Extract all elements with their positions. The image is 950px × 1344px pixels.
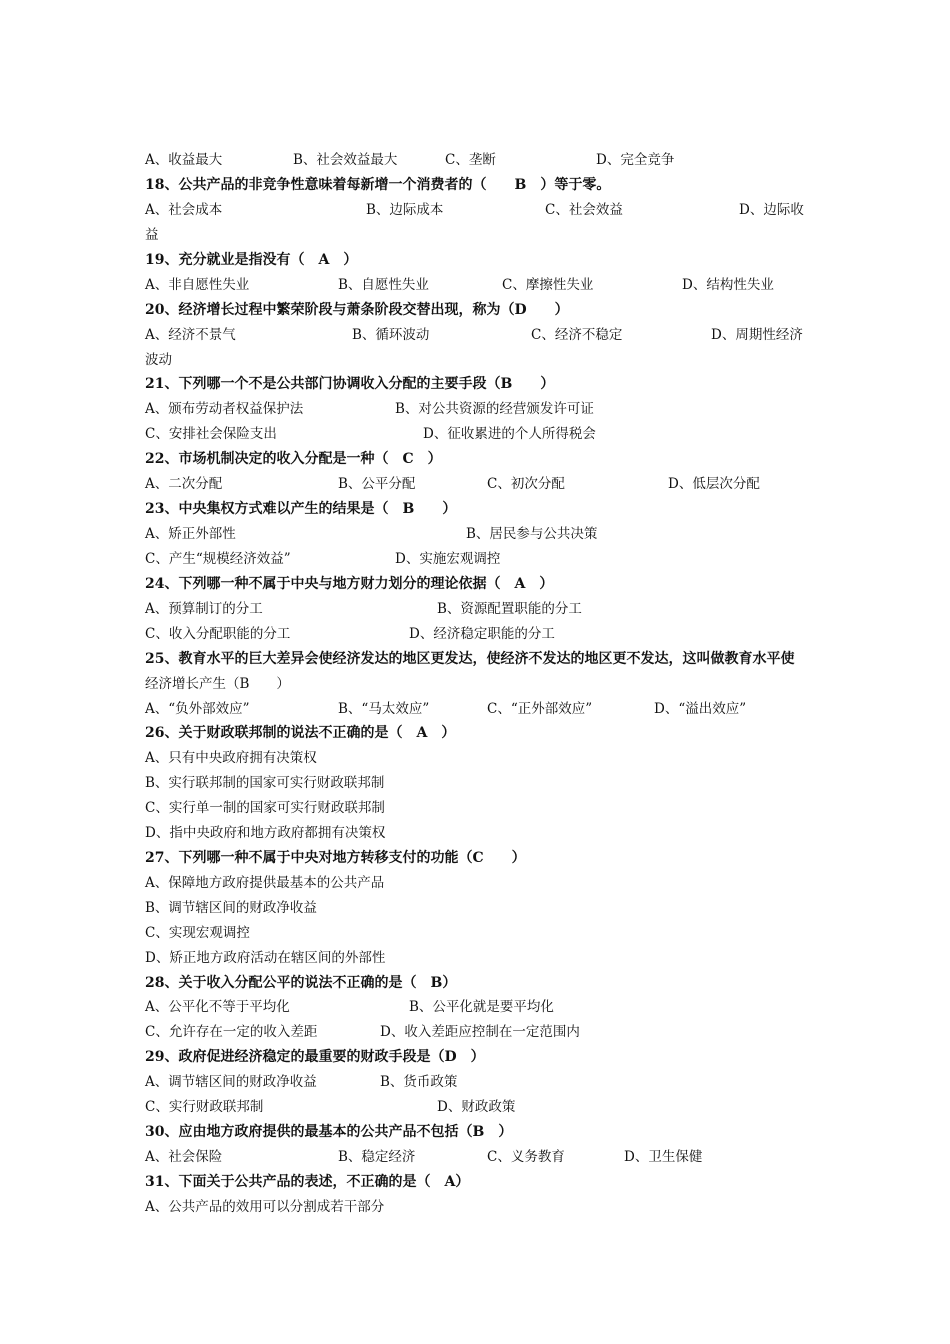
option-line [0, 622, 950, 647]
option-text: C、经济不稳定 [531, 327, 623, 343]
option-text: D、低层次分配 [668, 476, 760, 492]
option-text: C、垄断 [445, 152, 496, 168]
option-line [0, 1070, 950, 1095]
option-text: B、实行联邦制的国家可实行财政联邦制 [145, 775, 385, 791]
option-text: B、循环波动 [352, 327, 430, 343]
option-text: A、颁布劳动者权益保护法 [145, 401, 304, 417]
option-text: D、收入差距应控制在一定范围内 [380, 1024, 580, 1040]
option-text: A、收益最大 [145, 152, 223, 168]
option-text: A、调节辖区间的财政净收益 [145, 1074, 317, 1090]
question-line [0, 173, 950, 198]
question-line [0, 1120, 950, 1145]
option-text: B、稳定经济 [338, 1149, 416, 1165]
question-line [0, 447, 950, 472]
option-text: B、居民参与公共决策 [466, 526, 598, 542]
option-line [0, 946, 950, 971]
question-text: 22、市场机制决定的收入分配是一种（ C ） [145, 451, 442, 467]
option-text: 益 [145, 227, 159, 243]
option-text: C、“正外部效应” [487, 701, 593, 717]
question-text: 27、下列哪一种不属于中央对地方转移支付的功能（C ） [145, 850, 526, 866]
option-text: D、矫正地方政府活动在辖区间的外部性 [145, 950, 386, 966]
option-text: C、社会效益 [545, 202, 623, 218]
option-line [0, 1195, 950, 1220]
option-line [0, 348, 950, 373]
option-line [0, 796, 950, 821]
option-text: C、产生“规模经济效益” [145, 551, 291, 567]
option-text: D、周期性经济 [711, 327, 803, 343]
option-line [0, 921, 950, 946]
option-text: B、对公共资源的经营颁发许可证 [395, 401, 594, 417]
option-text: A、非自愿性失业 [145, 277, 250, 293]
option-text: A、公平化不等于平均化 [145, 999, 290, 1015]
option-text: 经济增长产生（B ） [145, 676, 290, 692]
option-text: C、实现宏观调控 [145, 925, 250, 941]
question-text: 21、下列哪一个不是公共部门协调收入分配的主要手段（B ） [145, 376, 555, 392]
option-text: B、自愿性失业 [338, 277, 429, 293]
option-line [0, 771, 950, 796]
option-line [0, 522, 950, 547]
option-line [0, 547, 950, 572]
option-text: C、实行财政联邦制 [145, 1099, 264, 1115]
option-line [0, 995, 950, 1020]
option-line [0, 597, 950, 622]
option-text: C、安排社会保险支出 [145, 426, 277, 442]
question-text: 24、下列哪一种不属于中央与地方财力划分的理论依据（ A ） [145, 576, 554, 592]
question-line [0, 647, 950, 672]
option-text: D、财政政策 [437, 1099, 516, 1115]
option-line [0, 697, 950, 722]
question-text: 29、政府促进经济稳定的最重要的财政手段是（D ） [145, 1049, 485, 1065]
option-text: D、边际收 [739, 202, 804, 218]
question-text: 28、关于收入分配公平的说法不正确的是（ B） [145, 975, 457, 991]
option-text: A、公共产品的效用可以分割成若干部分 [145, 1199, 385, 1215]
option-text: A、社会保险 [145, 1149, 223, 1165]
option-text: D、结构性失业 [682, 277, 774, 293]
option-text: B、边际成本 [366, 202, 444, 218]
option-line [0, 223, 950, 248]
option-text: A、二次分配 [145, 476, 223, 492]
option-line [0, 1095, 950, 1120]
option-line [0, 422, 950, 447]
option-text: C、允许存在一定的收入差距 [145, 1024, 318, 1040]
option-text: C、收入分配职能的分工 [145, 626, 291, 642]
option-text: B、公平分配 [338, 476, 416, 492]
option-line [0, 273, 950, 298]
question-text: 20、经济增长过程中繁荣阶段与萧条阶段交替出现，称为（D ） [145, 302, 569, 318]
option-line [0, 1145, 950, 1170]
option-text: B、社会效益最大 [293, 152, 398, 168]
option-text: B、“马太效应” [338, 701, 430, 717]
option-text: D、“溢出效应” [654, 701, 747, 717]
option-text: A、“负外部效应” [145, 701, 250, 717]
option-text: C、实行单一制的国家可实行财政联邦制 [145, 800, 385, 816]
question-line [0, 846, 950, 871]
option-text: D、指中央政府和地方政府都拥有决策权 [145, 825, 386, 841]
option-text: A、矫正外部性 [145, 526, 236, 542]
option-line [0, 323, 950, 348]
option-text: B、资源配置职能的分工 [437, 601, 582, 617]
option-text: B、公平化就是要平均化 [409, 999, 554, 1015]
option-text: C、义务教育 [487, 1149, 565, 1165]
option-line [0, 871, 950, 896]
option-line [0, 148, 950, 173]
option-line [0, 821, 950, 846]
question-text: 30、应由地方政府提供的最基本的公共产品不包括（B ） [145, 1124, 513, 1140]
option-text: D、征收累进的个人所得税会 [423, 426, 596, 442]
question-line [0, 721, 950, 746]
question-line [0, 971, 950, 996]
option-text: A、预算制订的分工 [145, 601, 263, 617]
option-line [0, 896, 950, 921]
option-text: A、经济不景气 [145, 327, 236, 343]
question-line [0, 497, 950, 522]
option-line [0, 397, 950, 422]
question-line [0, 372, 950, 397]
question-line [0, 1045, 950, 1070]
option-line [0, 472, 950, 497]
option-line [0, 746, 950, 771]
question-text: 25、教育水平的巨大差异会使经济发达的地区更发达，使经济不发达的地区更不发达，这叫做教育水平使 [145, 651, 795, 667]
option-text: A、社会成本 [145, 202, 223, 218]
option-text: B、货币政策 [380, 1074, 458, 1090]
option-text: C、初次分配 [487, 476, 565, 492]
option-text: A、只有中央政府拥有决策权 [145, 750, 317, 766]
option-text: B、调节辖区间的财政净收益 [145, 900, 317, 916]
question-text: 31、下面关于公共产品的表述，不正确的是（ A） [145, 1174, 470, 1190]
option-line [0, 1020, 950, 1045]
option-line [0, 198, 950, 223]
option-text: C、摩擦性失业 [502, 277, 594, 293]
option-text: D、实施宏观调控 [395, 551, 501, 567]
question-text: 23、中央集权方式难以产生的结果是（ B ） [145, 501, 457, 517]
question-line [0, 298, 950, 323]
option-text: D、完全竞争 [596, 152, 675, 168]
question-line [0, 572, 950, 597]
question-line [0, 248, 950, 273]
question-text: 26、关于财政联邦制的说法不正确的是（ A ） [145, 725, 456, 741]
question-text: 19、充分就业是指没有（ A ） [145, 252, 358, 268]
option-text: D、卫生保健 [624, 1149, 703, 1165]
option-line [0, 672, 950, 697]
option-text: D、经济稳定职能的分工 [409, 626, 555, 642]
question-line [0, 1170, 950, 1195]
option-text: 波动 [145, 352, 172, 368]
option-text: A、保障地方政府提供最基本的公共产品 [145, 875, 385, 891]
question-text: 18、公共产品的非竞争性意味着每新增一个消费者的（ B ）等于零。 [145, 177, 611, 193]
